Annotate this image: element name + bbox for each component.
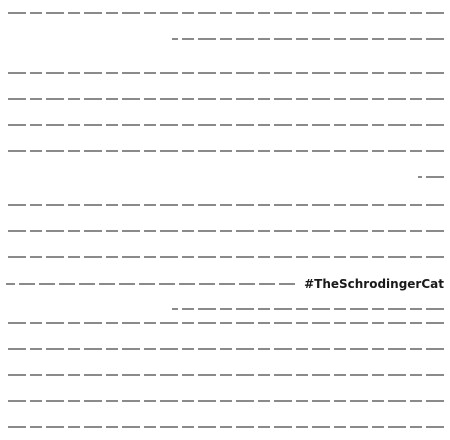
- paragraph-line: [6, 112, 444, 138]
- paragraph-line: [6, 336, 444, 362]
- paragraph-line: [6, 138, 444, 164]
- paragraph-line: [6, 388, 444, 414]
- paragraph-1: [6, 0, 444, 52]
- paragraph-line: [6, 192, 444, 218]
- paragraph-line: [6, 283, 295, 285]
- paragraph-line: [6, 414, 444, 440]
- paragraph-line: [6, 60, 444, 86]
- paragraph-line: [6, 164, 444, 190]
- paragraph-line: [6, 86, 444, 112]
- paragraph-line: [6, 0, 444, 26]
- paragraph-line: [6, 362, 444, 388]
- paragraph-2: [6, 60, 444, 190]
- hashtag-line: [6, 270, 444, 296]
- paragraph-3: [6, 192, 444, 322]
- paragraph-line: [6, 26, 444, 52]
- paragraph-line: [6, 244, 444, 270]
- hashtag-link[interactable]: #TheSchrodingerCat: [304, 277, 444, 291]
- paragraph-4: [6, 310, 444, 440]
- paragraph-line: [6, 310, 444, 336]
- paragraph-line: [6, 218, 444, 244]
